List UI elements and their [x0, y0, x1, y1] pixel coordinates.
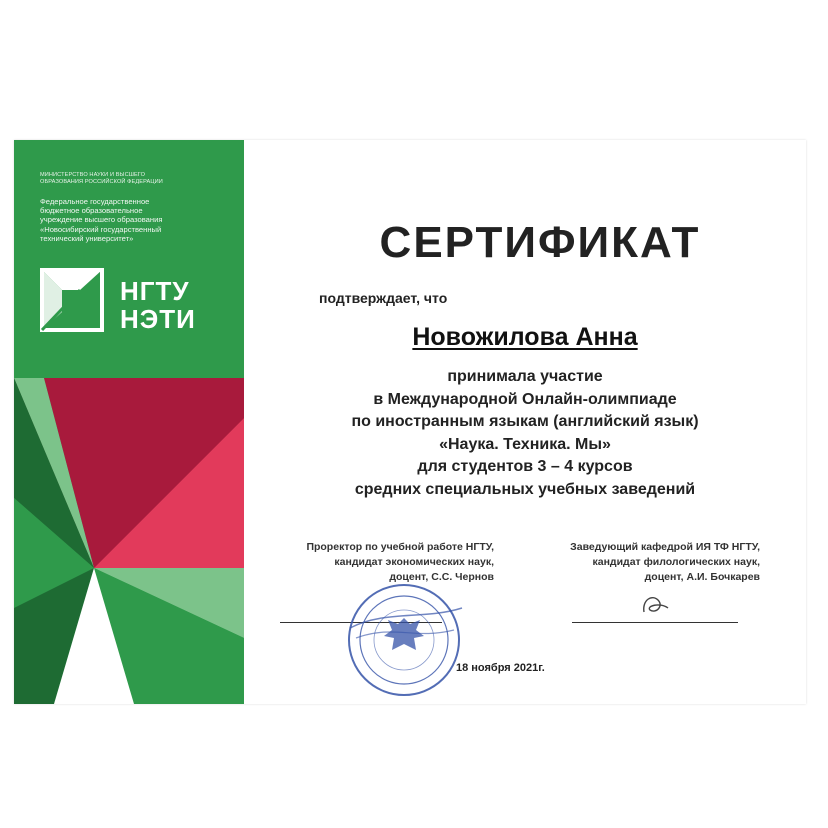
body-line: «Наука. Техника. Мы» — [439, 435, 611, 453]
ministry-line: МИНИСТЕРСТВО НАУКИ И ВЫСШЕГО — [40, 172, 146, 178]
ministry-line: ОБРАЗОВАНИЯ РОССИЙСКОЙ ФЕДЕРАЦИИ — [40, 179, 163, 185]
signatory-line: кандидат филологических наук, — [592, 556, 760, 568]
signatory-line: Проректор по учебной работе НГТУ, — [306, 541, 494, 553]
institution-line: технический университет» — [40, 233, 134, 243]
institution-name — [40, 197, 240, 243]
logo-text-line: НЭТИ — [120, 304, 196, 334]
ministry-name — [40, 172, 230, 186]
confirms-text: подтверждает, что — [319, 290, 448, 306]
decorative-geometric-art — [14, 378, 244, 704]
issue-date: 18 ноября 2021г. — [456, 662, 545, 674]
recipient-name: Новожилова Анна — [412, 323, 638, 351]
signature-mark-icon — [638, 592, 672, 618]
official-seal-icon — [344, 580, 464, 700]
certificate-body — [244, 366, 806, 501]
institution-line: учреждение высшего образования — [40, 215, 163, 225]
institution-line: Федеральное государственное — [40, 197, 150, 206]
signatory-line: Заведующий кафедрой ИЯ ТФ НГТУ, — [570, 541, 760, 553]
university-logo-icon — [40, 268, 104, 332]
logo-text-line: НГТУ — [120, 276, 190, 306]
body-line: по иностранным языкам (английский язык) — [351, 413, 699, 430]
body-line: для студентов 3 – 4 курсов — [417, 458, 633, 475]
sidebar — [14, 140, 244, 704]
institution-line: «Новосибирский государственный — [40, 224, 162, 234]
signatory-line: доцент, С.С. Чернов — [389, 571, 494, 583]
certificate-title: СЕРТИФИКАТ — [379, 218, 701, 267]
body-line: в Международной Онлайн-олимпиаде — [373, 390, 677, 408]
body-line: средних специальных учебных заведений — [354, 480, 696, 498]
signatory-right — [524, 540, 760, 585]
signature-line-right — [572, 622, 738, 623]
signatory-line: доцент, А.И. Бочкарев — [644, 571, 760, 583]
certificate-content — [244, 140, 806, 704]
institution-line: бюджетное образовательное — [40, 206, 143, 216]
signatory-line: кандидат экономических наук, — [334, 556, 494, 568]
certificate-sheet — [14, 140, 806, 704]
signatory-left — [264, 540, 494, 585]
university-logo-text — [120, 277, 196, 333]
body-line: принимала участие — [447, 368, 603, 385]
